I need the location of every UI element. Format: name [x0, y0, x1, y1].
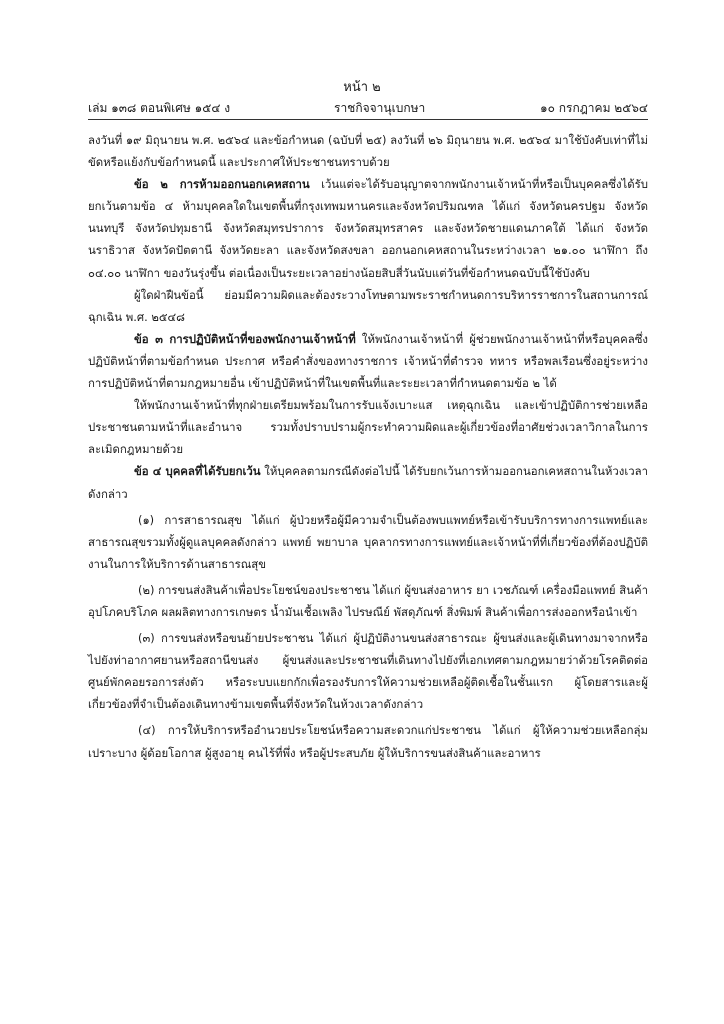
clause-4-item-3: (๓) การขนส่งหรือขนย้ายประชาชน ได้แก่ ผู้ปฏิบัติงานขนส่งสาธารณะ ผู้ขนส่งและผู้เดินทางมาจากหรือไปยังท่าอากาศยานหรือสถานีขนส่ง ผู้ขนส่งและประชาชนที่เดินทางไปยังที่เอกเทศตามกฎหมายว่าด้วยโรคติดต่อ ศูนย์พักคอยรอการส่งตัว หรือระบบแยกกักเพื่อรองรับการให้ความช่วยเหลือผู้ติดเชื้อในชั้นแรก ผู้โดยสารและผู้เกี่ยวข้องที่จำเป็นต้องเดินทางข้ามเขตพื้นที่จังหวัดในห้วงเวลาดังกล่าว: [88, 631, 648, 712]
gazette-title: ราชกิจจานุเบกษา: [334, 101, 426, 115]
volume-issue: เล่ม ๑๓๘ ตอนพิเศษ ๑๕๔ ง: [88, 101, 231, 115]
page-number: หน้า ๒: [343, 80, 381, 95]
clause-2-paragraph: [88, 173, 648, 283]
clause-4-heading: ข้อ ๔ บุคคลที่ได้รับยกเว้น: [134, 464, 261, 479]
header-divider: [88, 119, 648, 120]
clause-4-item-4: (๔) การให้บริการหรืออำนวยประโยชน์หรือความสะดวกแก่ประชาชน ได้แก่ ผู้ให้ความช่วยเหลือกลุ่มเปราะบาง ผู้ด้อยโอกาส ผู้สูงอายุ คนไร้ที่พึ่ง หรือผู้ประสบภัย ผู้ให้บริการขนส่งสินค้าและอาหาร: [88, 723, 648, 760]
clause-2-heading: ข้อ ๒ การห้ามออกนอกเคหสถาน: [134, 177, 310, 192]
publication-date: ๑๐ กรกฎาคม ๒๕๖๔: [540, 101, 648, 115]
clause-4-item-2: (๒) การขนส่งสินค้าเพื่อประโยชน์ของประชาชน ได้แก่ ผู้ขนส่งอาหาร ยา เวชภัณฑ์ เครื่องมือแพทย์ สินค้าอุปโภคบริโภค ผลผลิตทางการเกษตร น้ำมันเชื้อเพลิง ไปรษณีย์ พัสดุภัณฑ์ สิ่งพิมพ์ สินค้าเพื่อการส่งออกหรือนำเข้า: [88, 582, 648, 619]
gazette-header: [88, 99, 648, 115]
clause-3-heading: ข้อ ๓ การปฏิบัติหน้าที่ของพนักงานเจ้าหน้าที่: [134, 331, 356, 346]
clause-3-text: ให้พนักงานเจ้าหน้าที่ ผู้ช่วยพนักงานเจ้าหน้าที่หรือบุคคลซึ่งปฏิบัติหน้าที่ตามข้อกำหนด ประกาศ หรือคำสั่งของทางราชการ เจ้าหน้าที่ตำรวจ ทหาร หรือพลเรือนซึ่งอยู่ระหว่างการปฏิบัติหน้าที่ตามกฎหมายอื่น เข้าปฏิบัติหน้าที่ในเขตพื้นที่และระยะเวลาที่กำหนดตามข้อ ๒ ได้: [88, 331, 648, 391]
intro-paragraph: ลงวันที่ ๑๙ มิถุนายน พ.ศ. ๒๕๖๔ และข้อกำหนด (ฉบับที่ ๒๕) ลงวันที่ ๒๖ มิถุนายน พ.ศ. ๒๕๖๔ มาใช้บังคับเท่าที่ไม่ขัดหรือแย้งกับข้อกำหนดนี้ และประกาศให้ประชาชนทราบด้วย: [88, 133, 648, 170]
clause-3-paragraph: [88, 328, 648, 394]
clause-2-penalty: ผู้ใดฝ่าฝืนข้อนี้ ย่อมมีความผิดและต้องระวางโทษตามพระราชกำหนดการบริหารราชการในสถานการณ์ฉุกเฉิน พ.ศ. ๒๕๔๘: [88, 287, 648, 324]
clause-4-paragraph: [88, 460, 648, 504]
clause-2-text: เว้นแต่จะได้รับอนุญาตจากพนักงานเจ้าหน้าที่หรือเป็นบุคคลซึ่งได้รับยกเว้นตามข้อ ๔ ห้ามบุคคลใดในเขตพื้นที่กรุงเทพมหานครและจังหวัดปริมณฑล ได้แก่ จังหวัดนครปฐม จังหวัดนนทบุรี จังหวัดปทุมธานี จังหวัดสมุทรปราการ จังหวัดสมุทรสาคร และจังหวัดชายแดนภาคใต้ ได้แก่ จังหวัดนราธิวาส จังหวัดปัตตานี จังหวัดยะลา และจังหวัดสงขลา ออกนอกเคหสถานในระหว่างเวลา ๒๑.๐๐ นาฬิกา ถึง ๐๔.๐๐ นาฬิกา ของวันรุ่งขึ้น ต่อเนื่องเป็นระยะเวลาอย่างน้อยสิบสี่วันนับแต่วันที่ข้อกำหนดฉบับนี้ใช้บังคับ: [88, 177, 648, 280]
clause-3-paragraph-2: ให้พนักงานเจ้าหน้าที่ทุกฝ่ายเตรียมพร้อมในการรับแจ้งเบาะแส เหตุฉุกเฉิน และเข้าปฏิบัติการช่วยเหลือประชาชนตามหน้าที่และอำนาจ รวมทั้งปราบปรามผู้กระทำความผิดและผู้เกี่ยวข้องที่อาศัยช่วงเวลาวิกาลในการละเมิดกฎหมายด้วย: [88, 398, 648, 457]
document-body: [88, 129, 648, 764]
clause-4-item-1: (๑) การสาธารณสุข ได้แก่ ผู้ป่วยหรือผู้มีความจำเป็นต้องพบแพทย์หรือเข้ารับบริการทางการแพทย์และสาธารณสุขรวมทั้งผู้ดูแลบุคคลดังกล่าว แพทย์ พยาบาล บุคลากรทางการแพทย์และเจ้าหน้าที่ที่เกี่ยวข้องที่ต้องปฏิบัติงานในการให้บริการด้านสาธารณสุข: [88, 512, 648, 571]
clause-4-text: ให้บุคคลตามกรณีดังต่อไปนี้ ได้รับยกเว้นการห้ามออกนอกเคหสถานในห้วงเวลาดังกล่าว: [88, 464, 648, 501]
